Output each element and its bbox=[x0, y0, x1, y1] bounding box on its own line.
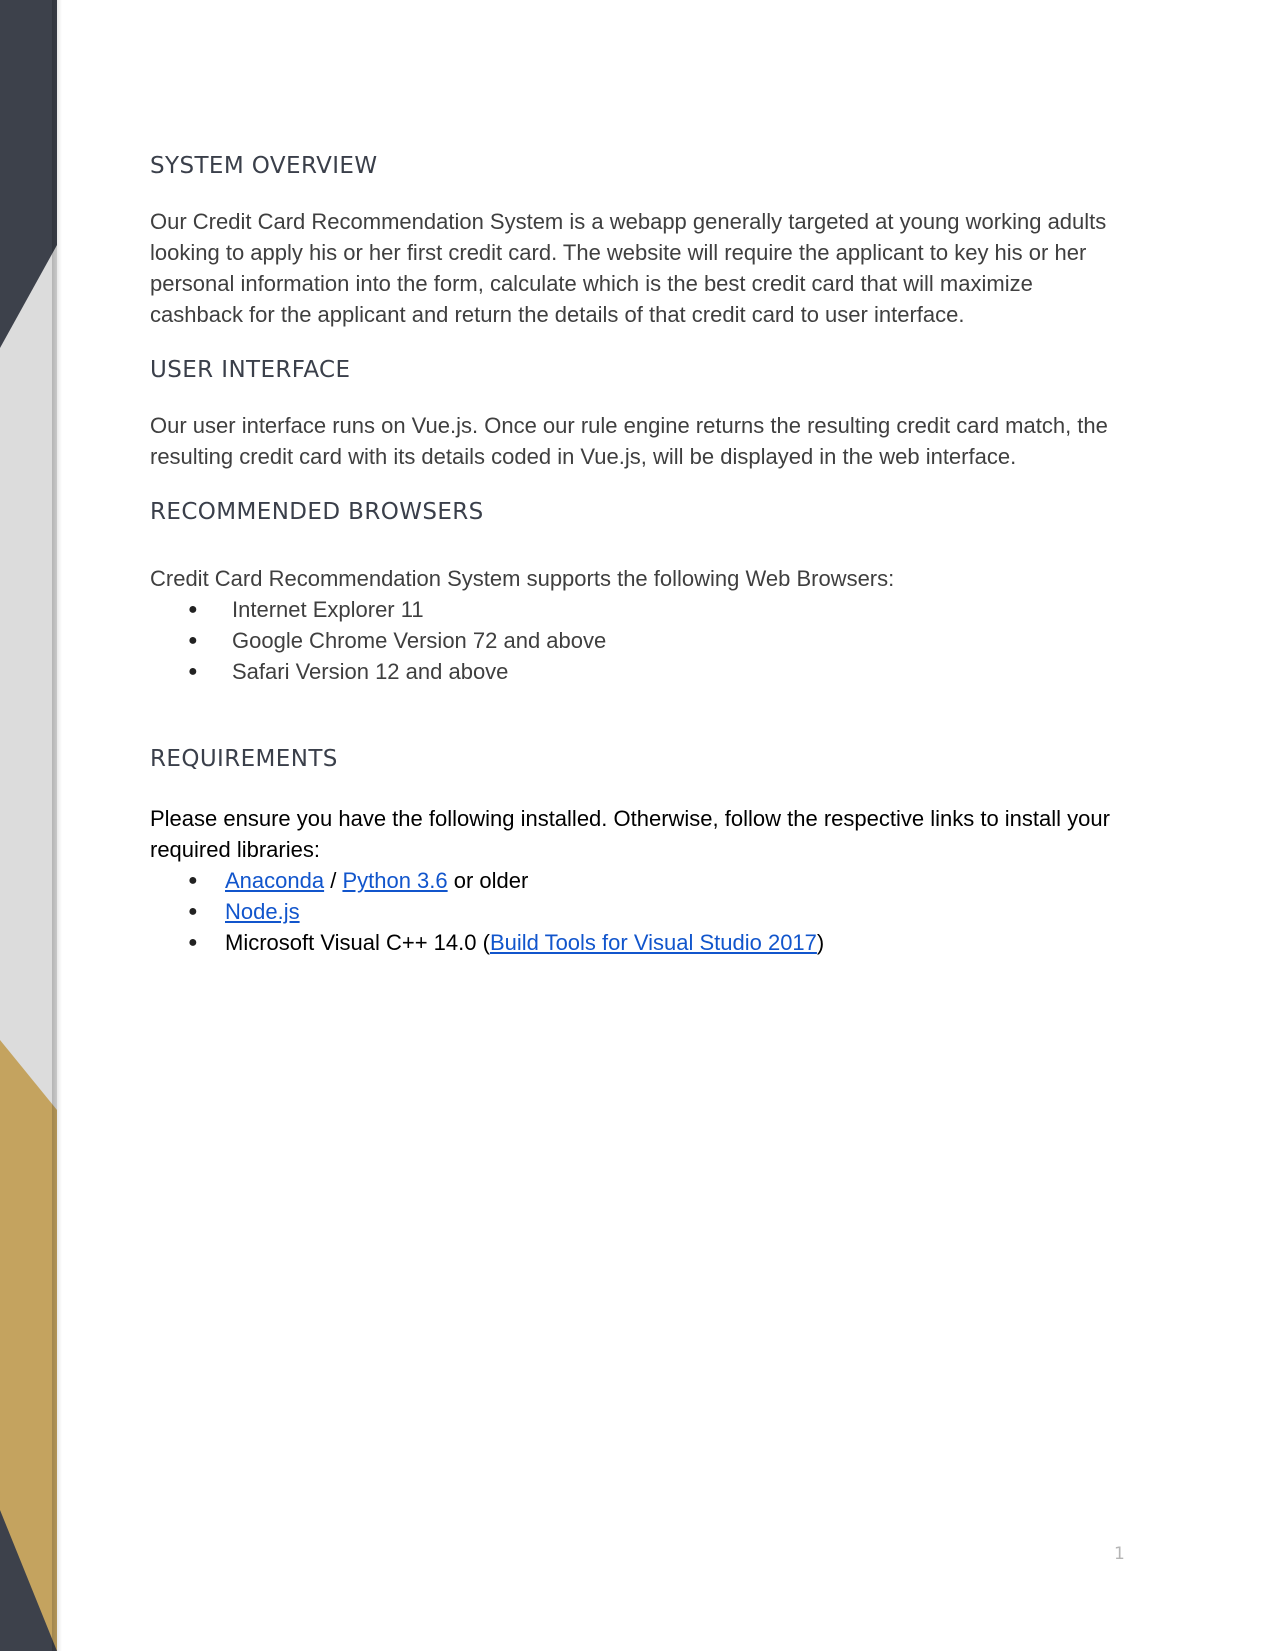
msvc-suffix: ) bbox=[816, 930, 825, 955]
user-interface-paragraph: Our user interface runs on Vue.js. Once our rule engine returns the resulting credit card match, the resulting credit card with its details coded in Vue.js, will be displayed in the web interface. bbox=[150, 413, 1108, 469]
requirements-heading: REQUIREMENTS bbox=[150, 746, 338, 772]
system-overview-heading: SYSTEM OVERVIEW bbox=[150, 153, 378, 179]
bullet-icon: ● bbox=[188, 601, 198, 618]
browser-ie: Internet Explorer 11 bbox=[232, 597, 424, 622]
bullet-icon: ● bbox=[188, 872, 198, 889]
browser-safari: Safari Version 12 and above bbox=[232, 659, 509, 684]
list-item bbox=[150, 865, 1130, 896]
user-interface-heading: USER INTERFACE bbox=[150, 357, 351, 383]
python-link[interactable]: Python 3.6 bbox=[342, 868, 448, 893]
list-item bbox=[150, 594, 1130, 625]
decorative-side-band bbox=[0, 0, 57, 1651]
document-body bbox=[150, 150, 1130, 958]
list-item bbox=[150, 625, 1130, 656]
bullet-icon: ● bbox=[188, 663, 198, 680]
recommended-browsers-heading: RECOMMENDED BROWSERS bbox=[150, 499, 484, 525]
bullet-icon: ● bbox=[188, 632, 198, 649]
msvc-prefix: Microsoft Visual C++ 14.0 ( bbox=[225, 930, 490, 955]
list-item bbox=[150, 656, 1130, 687]
requirements-intro: Please ensure you have the following installed. Otherwise, follow the respective links to install your required libraries: bbox=[150, 806, 1110, 862]
build-tools-link[interactable]: Build Tools for Visual Studio 2017 bbox=[489, 930, 817, 955]
list-item bbox=[150, 896, 1130, 927]
side-band-shadow bbox=[52, 0, 62, 1651]
browsers-intro: Credit Card Recommendation System supports the following Web Browsers: bbox=[150, 566, 895, 591]
python-suffix: or older bbox=[447, 868, 529, 893]
list-item bbox=[150, 927, 1130, 958]
bullet-icon: ● bbox=[188, 903, 198, 920]
browsers-list bbox=[150, 594, 1130, 687]
nodejs-link[interactable]: Node.js bbox=[225, 899, 300, 924]
bullet-icon: ● bbox=[188, 934, 198, 951]
anaconda-link[interactable]: Anaconda bbox=[225, 868, 325, 893]
browser-chrome: Google Chrome Version 72 and above bbox=[232, 628, 607, 653]
system-overview-paragraph: Our Credit Card Recommendation System is a webapp generally targeted at young working adults looking to apply his or her first credit card. The website will require the applicant to key his or her personal information into the form, calculate which is the best credit card that will maximize cashback for the applicant and return the details of that credit card to user interface. bbox=[150, 209, 1107, 327]
page-number: 1 bbox=[1114, 1544, 1125, 1564]
link-separator: / bbox=[324, 868, 343, 893]
requirements-list bbox=[150, 865, 1130, 958]
